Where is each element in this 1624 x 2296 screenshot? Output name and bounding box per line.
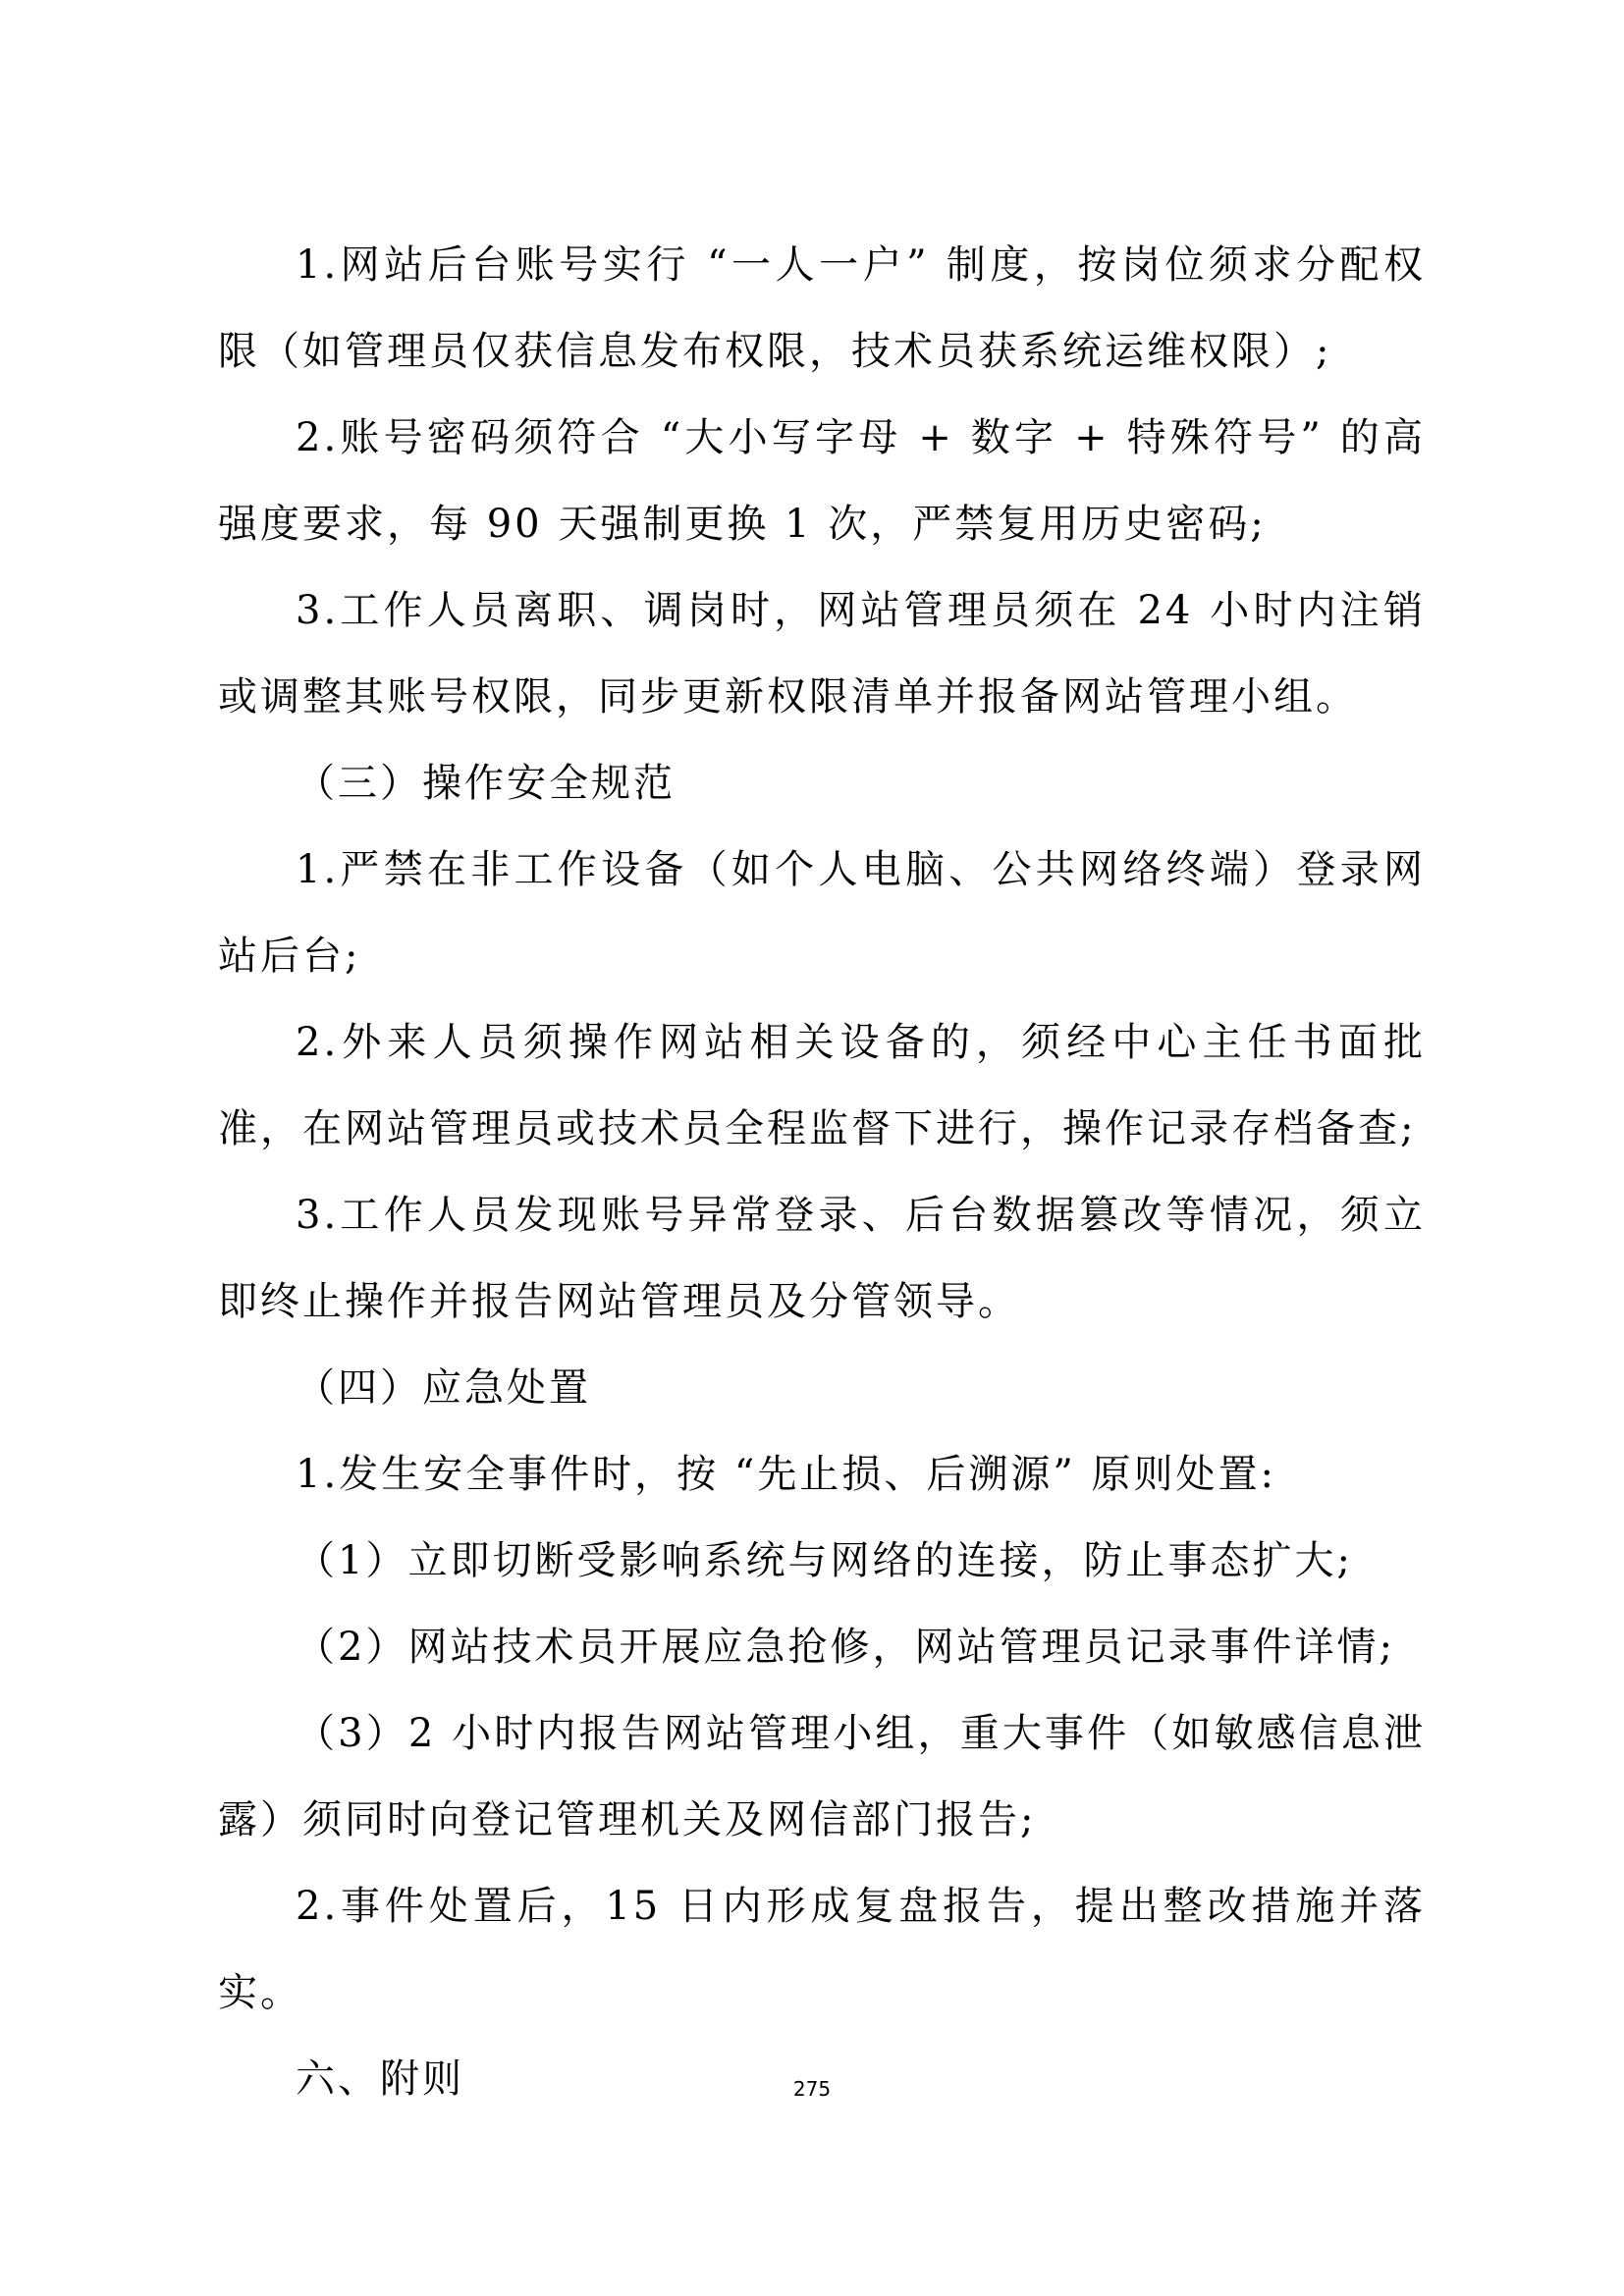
paragraph-incident-step-2: （2）网站技术员开展应急抢修，网站管理员记录事件详情; bbox=[296, 1625, 1395, 1670]
paragraph-external-personnel-approval: 2.外来人员须操作网站相关设备的，须经中心主任书面批准，在网站管理员或技术员全程监督下进行，操作记录存档备查; bbox=[218, 1020, 1426, 1151]
paragraph-incident-step-1: （1）立即切断受影响系统与网络的连接，防止事态扩大; bbox=[296, 1538, 1353, 1583]
page-number: 275 bbox=[792, 2077, 832, 2101]
paragraph-incident-step-3: （3）2 小时内报告网站管理小组，重大事件（如敏感信息泄露）须同时向登记管理机关及网信部门报告; bbox=[218, 1711, 1426, 1842]
paragraph-account-one-person-one-account: 1.网站后台账号实行 “一人一户” 制度，按岗位须求分配权限（如管理员仅获信息发布权限，技术员获系统运维权限）; bbox=[218, 242, 1426, 374]
section-heading-operation-security: （三）操作安全规范 bbox=[296, 761, 676, 806]
paragraph-no-personal-device-login: 1.严禁在非工作设备（如个人电脑、公共网络终端）登录网站后台; bbox=[218, 847, 1426, 979]
paragraph-abnormal-login-report: 3.工作人员发现账号异常登录、后台数据篡改等情况，须立即终止操作并报告网站管理员及分管领导。 bbox=[218, 1193, 1426, 1324]
document-body bbox=[218, 222, 1426, 2122]
paragraph-post-incident-review: 2.事件处置后，15 日内形成复盘报告，提出整改措施并落实。 bbox=[218, 1884, 1426, 2015]
paragraph-password-strength: 2.账号密码须符合 “大小写字母 + 数字 + 特殊符号” 的高强度要求，每 90 天强制更换 1 次，严禁复用历史密码; bbox=[218, 415, 1426, 547]
paragraph-incident-principle: 1.发生安全事件时，按 “先止损、后溯源” 原则处置: bbox=[296, 1452, 1276, 1497]
section-heading-emergency-response: （四）应急处置 bbox=[296, 1365, 591, 1411]
section-heading-supplementary-provisions: 六、附则 bbox=[296, 2056, 464, 2102]
paragraph-staff-departure-account: 3.工作人员离职、调岗时，网站管理员须在 24 小时内注销或调整其账号权限，同步更新权限清单并报备网站管理小组。 bbox=[218, 588, 1426, 720]
